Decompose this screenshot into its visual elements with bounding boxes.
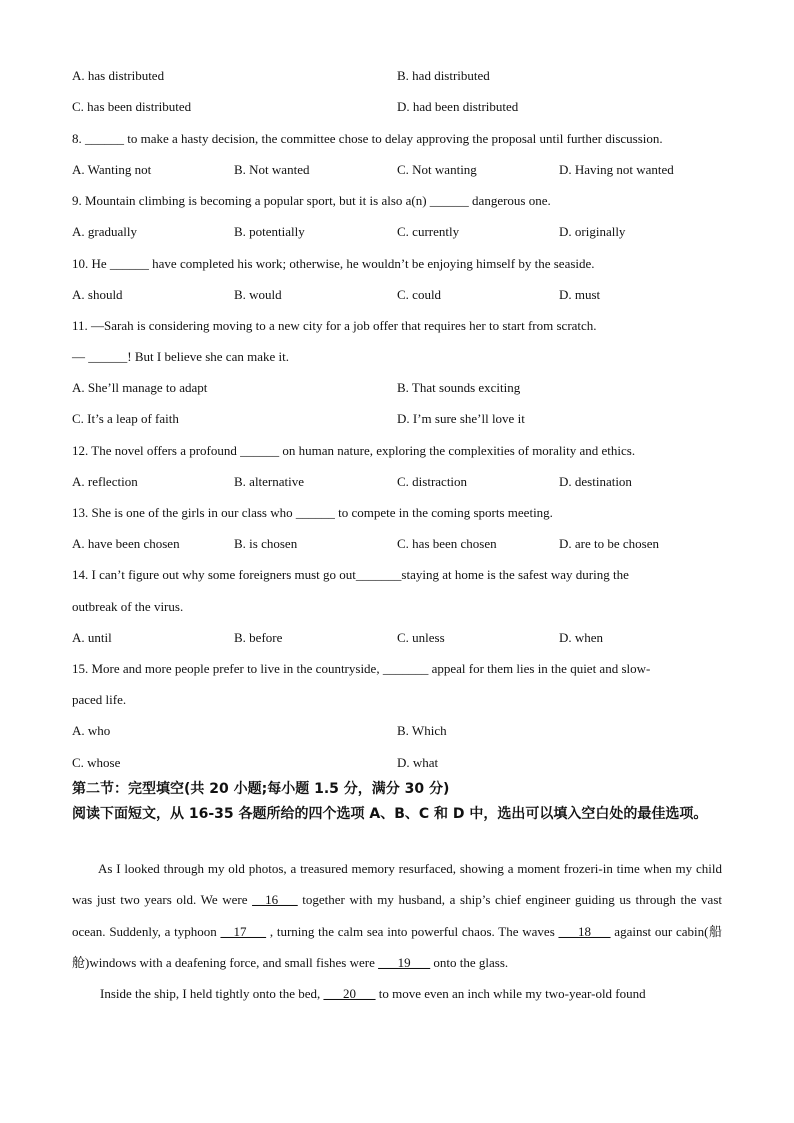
q13-option-d: D. are to be chosen xyxy=(559,536,659,551)
q9-option-a: A. gradually xyxy=(72,224,137,239)
q9-option-c: C. currently xyxy=(397,224,460,239)
q13-option-c: C. has been chosen xyxy=(397,536,497,551)
passage-paragraph-2 xyxy=(72,978,722,1009)
passage-text: , turning the calm sea into powerful chaos. The waves xyxy=(266,923,559,939)
section-title: 第二节：完型填空(共 20 小题;每小题 1.5 分，满分 30 分) xyxy=(72,781,450,797)
q14-option-a: A. until xyxy=(72,630,112,645)
q11-option-c: C. It’s a leap of faith xyxy=(72,411,179,426)
passage-text: to move even an inch while my two-year-old found xyxy=(375,986,646,1001)
q12-option-c: C. distraction xyxy=(397,474,468,489)
q11-option-a: A. She’ll manage to adapt xyxy=(72,380,208,395)
passage-text: As I looked through my old photos, a treasured memory resurfaced, showing a moment frozeri-in time when my child was just two years old. We were xyxy=(72,861,722,908)
passage-text: Inside the ship, I held tightly onto the bed, xyxy=(100,986,324,1001)
q7-option-c: C. has been distributed xyxy=(72,99,192,114)
q11-stem-response: — ______! But I believe she can make it. xyxy=(72,349,289,364)
q10-option-b: B. would xyxy=(234,287,282,302)
section-instruction: 阅读下面短文，从 16-35 各题所给的四个选项 A、B、C 和 D 中，选出可以填入空白处的最佳选项。 xyxy=(72,806,708,822)
q7-option-b: B. had distributed xyxy=(397,68,490,83)
blank-19: ___19___ xyxy=(378,955,431,971)
q13-stem: 13. She is one of the girls in our class who ______ to compete in the coming sports meeting. xyxy=(72,505,553,520)
q8-option-c: C. Not wanting xyxy=(397,162,477,177)
q12-option-a: A. reflection xyxy=(72,474,138,489)
q12-option-d: D. destination xyxy=(559,474,632,489)
q7-option-a: A. has distributed xyxy=(72,68,165,83)
q9-stem: 9. Mountain climbing is becoming a popular sport, but it is also a(n) ______ dangerous one. xyxy=(72,193,551,208)
passage-paragraph-1 xyxy=(72,853,722,979)
q13-option-b: B. is chosen xyxy=(234,536,298,551)
q10-stem: 10. He ______ have completed his work; otherwise, he wouldn’t be enjoying himself by the seaside. xyxy=(72,256,595,271)
blank-17: __17___ xyxy=(220,923,267,939)
blank-18: ___18___ xyxy=(558,923,611,939)
q14-option-d: D. when xyxy=(559,630,604,645)
q12-option-b: B. alternative xyxy=(234,474,305,489)
q13-option-a: A. have been chosen xyxy=(72,536,180,551)
q10-option-d: D. must xyxy=(559,287,601,302)
q15-option-d: D. what xyxy=(397,755,439,770)
q14-stem-cont: outbreak of the virus. xyxy=(72,599,184,614)
q14-option-b: B. before xyxy=(234,630,283,645)
blank-16: __16___ xyxy=(252,892,298,908)
q8-option-a: A. Wanting not xyxy=(72,162,152,177)
q8-option-d: D. Having not wanted xyxy=(559,162,674,177)
passage-text: together with my husband, a ship’s chief engineer guiding us through the vast ocean. Suddenly, a typhoon xyxy=(72,892,722,939)
q8-option-b: B. Not wanted xyxy=(234,162,310,177)
q11-stem: 11. —Sarah is considering moving to a new city for a job offer that requires her to start from scratch. xyxy=(72,318,597,333)
q8-stem: 8. ______ to make a hasty decision, the committee chose to delay approving the proposal until further discussion. xyxy=(72,131,663,146)
q15-option-c: C. whose xyxy=(72,755,121,770)
q14-option-c: C. unless xyxy=(397,630,445,645)
q15-option-b: B. Which xyxy=(397,723,447,738)
passage-text: onto the glass. xyxy=(430,955,509,971)
q11-option-b: B. That sounds exciting xyxy=(397,380,521,395)
q9-option-d: D. originally xyxy=(559,224,626,239)
q10-option-a: A. should xyxy=(72,287,123,302)
q7-option-d: D. had been distributed xyxy=(397,99,519,114)
q9-option-b: B. potentially xyxy=(234,224,305,239)
q11-option-d: D. I’m sure she’ll love it xyxy=(397,411,525,426)
q14-stem: 14. I can’t figure out why some foreigners must go out_______staying at home is the safest way during the xyxy=(72,567,629,582)
q10-option-c: C. could xyxy=(397,287,442,302)
q15-option-a: A. who xyxy=(72,723,111,738)
passage-text: against our cabin(船舱)windows with a deafening force, and small fishes were xyxy=(72,923,722,971)
blank-20: ___20___ xyxy=(323,986,376,1001)
q12-stem: 12. The novel offers a profound ______ on human nature, exploring the complexities of morality and ethics. xyxy=(72,443,636,458)
q15-stem-cont: paced life. xyxy=(72,692,127,707)
q15-stem: 15. More and more people prefer to live in the countryside, _______ appeal for them lies in the quiet and slow- xyxy=(72,661,651,676)
